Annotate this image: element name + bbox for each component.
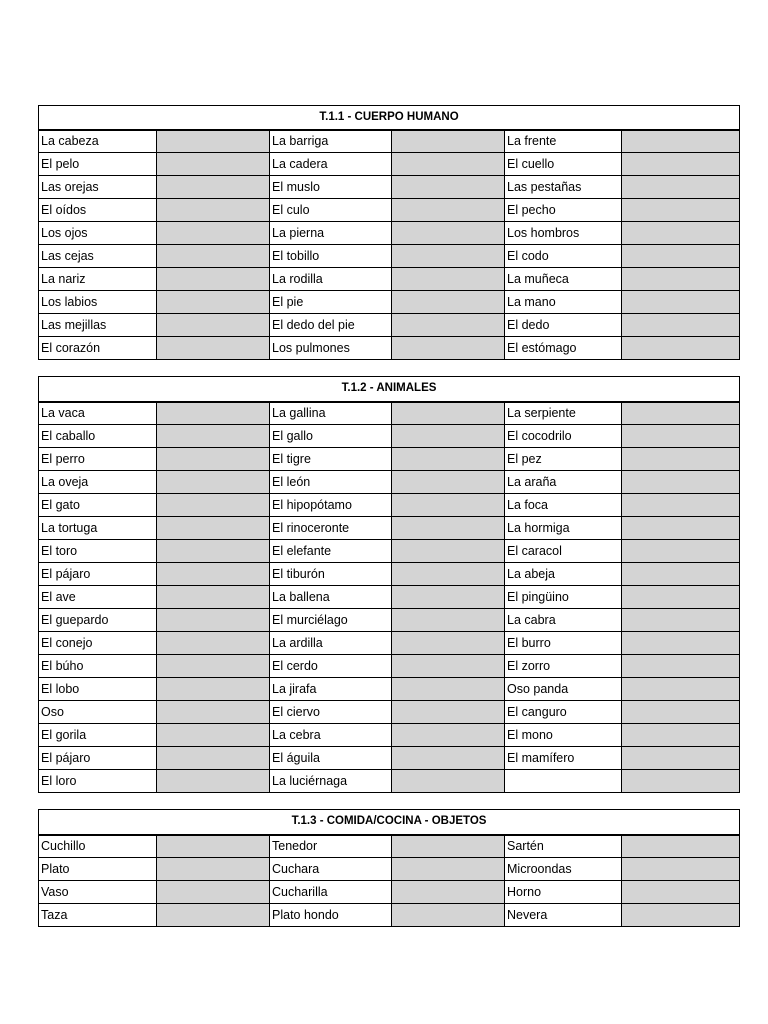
vocab-word-cell: La abeja: [505, 563, 622, 586]
answer-blank-cell[interactable]: [157, 268, 270, 291]
answer-blank-cell[interactable]: [392, 130, 505, 153]
vocab-word-cell: La jirafa: [270, 678, 392, 701]
answer-blank-cell[interactable]: [622, 130, 740, 153]
answer-blank-cell[interactable]: [157, 425, 270, 448]
table-title-row: [39, 377, 740, 402]
vocab-word-cell: Los ojos: [39, 222, 157, 245]
vocab-word-cell: Oso: [39, 701, 157, 724]
answer-blank-cell[interactable]: [622, 632, 740, 655]
vocab-word-cell: Cucharilla: [270, 881, 392, 904]
vocab-word-cell: La nariz: [39, 268, 157, 291]
table-row: [39, 632, 740, 655]
table-row: [39, 314, 740, 337]
vocab-word-cell: Los pulmones: [270, 337, 392, 360]
answer-blank-cell[interactable]: [622, 402, 740, 425]
vocab-word-cell: El pie: [270, 291, 392, 314]
answer-blank-cell[interactable]: [392, 337, 505, 360]
vocab-word-cell: La luciérnaga: [270, 770, 392, 793]
vocab-word-cell: La vaca: [39, 402, 157, 425]
vocab-word-cell: El lobo: [39, 678, 157, 701]
answer-blank-cell[interactable]: [157, 245, 270, 268]
vocab-word-cell: La cabra: [505, 609, 622, 632]
answer-blank-cell[interactable]: [157, 540, 270, 563]
vocab-word-cell: Taza: [39, 904, 157, 927]
vocab-word-cell: El mono: [505, 724, 622, 747]
vocab-word-cell: Nevera: [505, 904, 622, 927]
table-row: [39, 517, 740, 540]
vocab-word-cell: La foca: [505, 494, 622, 517]
table-row: [39, 770, 740, 793]
answer-blank-cell[interactable]: [157, 222, 270, 245]
table-row: [39, 609, 740, 632]
table-row: [39, 337, 740, 360]
answer-blank-cell[interactable]: [157, 724, 270, 747]
answer-blank-cell[interactable]: [392, 904, 505, 927]
answer-blank-cell[interactable]: [392, 448, 505, 471]
answer-blank-cell[interactable]: [622, 858, 740, 881]
answer-blank-cell[interactable]: [392, 425, 505, 448]
answer-blank-cell[interactable]: [622, 517, 740, 540]
vocab-word-cell: La cebra: [270, 724, 392, 747]
answer-blank-cell[interactable]: [392, 517, 505, 540]
table-row: [39, 858, 740, 881]
answer-blank-cell[interactable]: [392, 563, 505, 586]
answer-blank-cell[interactable]: [392, 314, 505, 337]
table-row: [39, 245, 740, 268]
vocab-word-cell: El toro: [39, 540, 157, 563]
vocab-word-cell: El codo: [505, 245, 622, 268]
answer-blank-cell[interactable]: [392, 701, 505, 724]
answer-blank-cell[interactable]: [157, 835, 270, 858]
vocab-word-cell: El zorro: [505, 655, 622, 678]
vocab-word-cell: La tortuga: [39, 517, 157, 540]
answer-blank-cell[interactable]: [622, 199, 740, 222]
vocab-word-cell: El conejo: [39, 632, 157, 655]
vocab-word-cell: Plato hondo: [270, 904, 392, 927]
answer-blank-cell[interactable]: [392, 199, 505, 222]
answer-blank-cell[interactable]: [157, 517, 270, 540]
answer-blank-cell[interactable]: [157, 881, 270, 904]
vocab-word-cell: La frente: [505, 130, 622, 153]
answer-blank-cell[interactable]: [622, 678, 740, 701]
vocab-word-cell: Los hombros: [505, 222, 622, 245]
answer-blank-cell[interactable]: [622, 540, 740, 563]
vocab-word-cell: Tenedor: [270, 835, 392, 858]
vocab-word-cell: Horno: [505, 881, 622, 904]
table-row: [39, 199, 740, 222]
answer-blank-cell[interactable]: [622, 471, 740, 494]
answer-blank-cell[interactable]: [392, 724, 505, 747]
vocab-word-cell: El ave: [39, 586, 157, 609]
answer-blank-cell[interactable]: [622, 904, 740, 927]
vocab-word-cell: Los labios: [39, 291, 157, 314]
answer-blank-cell[interactable]: [157, 402, 270, 425]
answer-blank-cell[interactable]: [392, 678, 505, 701]
vocab-word-cell: El pájaro: [39, 563, 157, 586]
answer-blank-cell[interactable]: [157, 314, 270, 337]
answer-blank-cell[interactable]: [392, 291, 505, 314]
table-row: [39, 678, 740, 701]
vocab-word-cell: La muñeca: [505, 268, 622, 291]
answer-blank-cell[interactable]: [392, 655, 505, 678]
answer-blank-cell[interactable]: [622, 835, 740, 858]
table-row: [39, 471, 740, 494]
answer-blank-cell[interactable]: [157, 747, 270, 770]
answer-blank-cell[interactable]: [157, 632, 270, 655]
answer-blank-cell[interactable]: [392, 747, 505, 770]
vocab-word-cell: Las mejillas: [39, 314, 157, 337]
table-row: [39, 881, 740, 904]
answer-blank-cell[interactable]: [392, 222, 505, 245]
vocab-word-cell: La hormiga: [505, 517, 622, 540]
vocab-word-cell: El oídos: [39, 199, 157, 222]
vocab-word-cell: Plato: [39, 858, 157, 881]
answer-blank-cell[interactable]: [157, 701, 270, 724]
answer-blank-cell[interactable]: [392, 153, 505, 176]
table-row: [39, 448, 740, 471]
table-row: [39, 268, 740, 291]
table-row: [39, 701, 740, 724]
vocab-word-cell: Cuchillo: [39, 835, 157, 858]
vocab-word-cell: La gallina: [270, 402, 392, 425]
table-row: [39, 655, 740, 678]
vocab-word-cell: El pecho: [505, 199, 622, 222]
vocab-word-cell: [505, 770, 622, 793]
vocab-word-cell: El cerdo: [270, 655, 392, 678]
vocab-word-cell: El estómago: [505, 337, 622, 360]
answer-blank-cell[interactable]: [622, 655, 740, 678]
answer-blank-cell[interactable]: [392, 770, 505, 793]
answer-blank-cell[interactable]: [157, 678, 270, 701]
vocab-word-cell: Las orejas: [39, 176, 157, 199]
answer-blank-cell[interactable]: [157, 563, 270, 586]
vocab-word-cell: El guepardo: [39, 609, 157, 632]
vocab-word-cell: Cuchara: [270, 858, 392, 881]
answer-blank-cell[interactable]: [157, 770, 270, 793]
answer-blank-cell[interactable]: [622, 337, 740, 360]
vocab-word-cell: El cocodrilo: [505, 425, 622, 448]
vocab-word-cell: El ciervo: [270, 701, 392, 724]
table-row: [39, 724, 740, 747]
answer-blank-cell[interactable]: [622, 770, 740, 793]
vocab-word-cell: Microondas: [505, 858, 622, 881]
vocab-word-cell: El dedo del pie: [270, 314, 392, 337]
vocab-word-cell: La ballena: [270, 586, 392, 609]
vocab-word-cell: El dedo: [505, 314, 622, 337]
vocab-word-cell: La mano: [505, 291, 622, 314]
answer-blank-cell[interactable]: [157, 858, 270, 881]
vocab-word-cell: El elefante: [270, 540, 392, 563]
vocab-word-cell: El pájaro: [39, 747, 157, 770]
table-row: [39, 586, 740, 609]
vocab-word-cell: El tiburón: [270, 563, 392, 586]
table-row: [39, 835, 740, 858]
answer-blank-cell[interactable]: [392, 858, 505, 881]
answer-blank-cell[interactable]: [622, 881, 740, 904]
table-row: [39, 291, 740, 314]
vocab-word-cell: La ardilla: [270, 632, 392, 655]
answer-blank-cell[interactable]: [157, 337, 270, 360]
table-row: [39, 425, 740, 448]
table-title: T.1.1 - CUERPO HUMANO: [39, 106, 740, 130]
vocab-word-cell: El canguro: [505, 701, 622, 724]
table-title: T.1.2 - ANIMALES: [39, 377, 740, 402]
answer-blank-cell[interactable]: [157, 130, 270, 153]
answer-blank-cell[interactable]: [392, 586, 505, 609]
answer-blank-cell[interactable]: [622, 609, 740, 632]
vocab-word-cell: El tobillo: [270, 245, 392, 268]
answer-blank-cell[interactable]: [157, 904, 270, 927]
answer-blank-cell[interactable]: [622, 494, 740, 517]
table-title: T.1.3 - COMIDA/COCINA - OBJETOS: [39, 810, 740, 835]
answer-blank-cell[interactable]: [392, 176, 505, 199]
answer-blank-cell[interactable]: [157, 448, 270, 471]
answer-blank-cell[interactable]: [392, 471, 505, 494]
answer-blank-cell[interactable]: [622, 291, 740, 314]
vocab-word-cell: El rinoceronte: [270, 517, 392, 540]
answer-blank-cell[interactable]: [622, 563, 740, 586]
vocab-word-cell: El león: [270, 471, 392, 494]
answer-blank-cell[interactable]: [622, 314, 740, 337]
vocab-word-cell: Las pestañas: [505, 176, 622, 199]
vocab-table-animales: [38, 376, 740, 793]
table-row: [39, 222, 740, 245]
table-title-row: [39, 810, 740, 835]
answer-blank-cell[interactable]: [392, 245, 505, 268]
answer-blank-cell[interactable]: [392, 540, 505, 563]
vocab-word-cell: Vaso: [39, 881, 157, 904]
answer-blank-cell[interactable]: [622, 425, 740, 448]
table-row: [39, 747, 740, 770]
answer-blank-cell[interactable]: [622, 724, 740, 747]
vocab-word-cell: El gato: [39, 494, 157, 517]
vocab-table-comida-cocina-objetos: [38, 809, 740, 927]
vocab-word-cell: El murciélago: [270, 609, 392, 632]
table-row: [39, 904, 740, 927]
answer-blank-cell[interactable]: [392, 632, 505, 655]
answer-blank-cell[interactable]: [392, 268, 505, 291]
answer-blank-cell[interactable]: [392, 881, 505, 904]
answer-blank-cell[interactable]: [392, 835, 505, 858]
answer-blank-cell[interactable]: [622, 448, 740, 471]
answer-blank-cell[interactable]: [622, 586, 740, 609]
vocab-word-cell: La serpiente: [505, 402, 622, 425]
vocab-table-cuerpo-humano: [38, 105, 740, 360]
answer-blank-cell[interactable]: [622, 268, 740, 291]
vocab-word-cell: El loro: [39, 770, 157, 793]
table-title-row: [39, 106, 740, 130]
vocab-word-cell: La cabeza: [39, 130, 157, 153]
vocab-word-cell: La barriga: [270, 130, 392, 153]
vocab-word-cell: La araña: [505, 471, 622, 494]
vocab-word-cell: La oveja: [39, 471, 157, 494]
answer-blank-cell[interactable]: [157, 586, 270, 609]
answer-blank-cell[interactable]: [392, 494, 505, 517]
vocab-word-cell: El tigre: [270, 448, 392, 471]
table-row: [39, 494, 740, 517]
vocab-word-cell: La cadera: [270, 153, 392, 176]
table-row: [39, 153, 740, 176]
answer-blank-cell[interactable]: [157, 494, 270, 517]
answer-blank-cell[interactable]: [157, 199, 270, 222]
answer-blank-cell[interactable]: [157, 471, 270, 494]
answer-blank-cell[interactable]: [622, 747, 740, 770]
vocab-word-cell: El pelo: [39, 153, 157, 176]
table-row: [39, 402, 740, 425]
vocab-word-cell: El águila: [270, 747, 392, 770]
vocab-word-cell: Oso panda: [505, 678, 622, 701]
vocab-word-cell: El gallo: [270, 425, 392, 448]
table-row: [39, 176, 740, 199]
vocab-word-cell: Sartén: [505, 835, 622, 858]
vocab-word-cell: La rodilla: [270, 268, 392, 291]
answer-blank-cell[interactable]: [157, 655, 270, 678]
vocab-word-cell: El caballo: [39, 425, 157, 448]
vocab-word-cell: El muslo: [270, 176, 392, 199]
answer-blank-cell[interactable]: [392, 609, 505, 632]
answer-blank-cell[interactable]: [622, 701, 740, 724]
vocab-word-cell: El burro: [505, 632, 622, 655]
vocab-word-cell: El búho: [39, 655, 157, 678]
vocab-word-cell: El culo: [270, 199, 392, 222]
table-row: [39, 563, 740, 586]
vocab-word-cell: El pingüino: [505, 586, 622, 609]
answer-blank-cell[interactable]: [157, 609, 270, 632]
vocab-word-cell: Las cejas: [39, 245, 157, 268]
vocab-word-cell: El mamífero: [505, 747, 622, 770]
answer-blank-cell[interactable]: [622, 222, 740, 245]
answer-blank-cell[interactable]: [157, 153, 270, 176]
vocab-word-cell: El pez: [505, 448, 622, 471]
answer-blank-cell[interactable]: [157, 176, 270, 199]
answer-blank-cell[interactable]: [622, 153, 740, 176]
table-row: [39, 130, 740, 153]
answer-blank-cell[interactable]: [622, 176, 740, 199]
vocab-word-cell: El gorila: [39, 724, 157, 747]
vocab-word-cell: La pierna: [270, 222, 392, 245]
table-row: [39, 540, 740, 563]
vocab-word-cell: El corazón: [39, 337, 157, 360]
vocab-word-cell: El perro: [39, 448, 157, 471]
answer-blank-cell[interactable]: [392, 402, 505, 425]
answer-blank-cell[interactable]: [157, 291, 270, 314]
vocab-word-cell: El caracol: [505, 540, 622, 563]
answer-blank-cell[interactable]: [622, 245, 740, 268]
vocab-word-cell: El hipopótamo: [270, 494, 392, 517]
vocab-word-cell: El cuello: [505, 153, 622, 176]
